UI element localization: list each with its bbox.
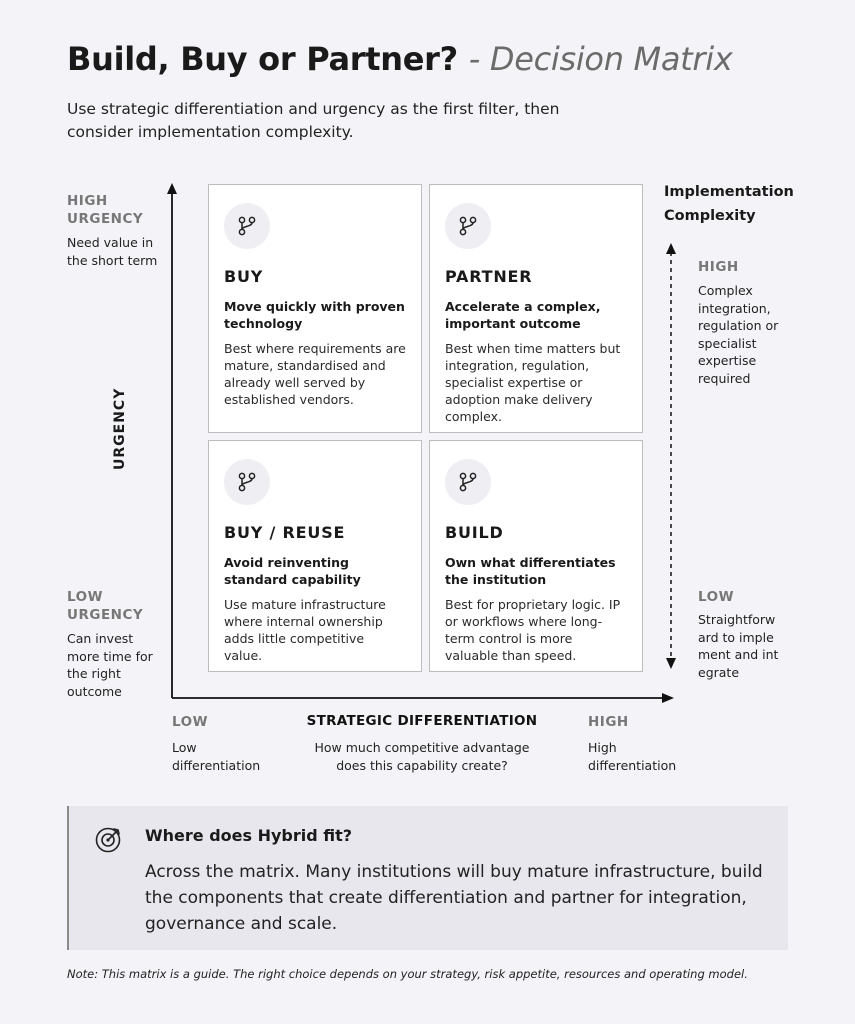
x-axis-title: STRATEGIC DIFFERENTIATION	[306, 713, 538, 729]
hybrid-title: Where does Hybrid fit?	[145, 826, 353, 845]
footnote: Note: This matrix is a guide. The right choice depends on your strategy, risk appetite, resources and operating model.	[67, 967, 748, 981]
complexity-high-desc: Complex integration, regulation or specialist expertise required	[698, 283, 779, 386]
y-axis-arrowhead	[167, 183, 177, 194]
x-axis-desc: How much competitive advantage does this capability create?	[314, 740, 530, 773]
y-high-label: HIGH URGENCY	[67, 193, 144, 227]
title-main: Build, Buy or Partner?	[67, 40, 458, 78]
branch-icon	[445, 459, 491, 505]
quadrant-build	[429, 440, 643, 672]
quadrant-title: BUY / REUSE	[224, 523, 346, 542]
quadrant-body: Best where requirements are mature, standardised and already well served by established vendors.	[224, 341, 406, 407]
quadrant-buy-reuse	[208, 440, 422, 672]
complexity-high-label: HIGH	[698, 259, 739, 275]
x-high-desc: High differentiation	[588, 740, 677, 773]
quadrant-heading: Own what differentiates the institution	[445, 555, 616, 587]
y-high-desc: Need value in the short term	[67, 235, 158, 268]
quadrant-body: Best for proprietary logic. IP or workflows where long-term control is more valuable than speed.	[445, 597, 621, 663]
complexity-axis-title: Implementation Complexity	[664, 184, 794, 224]
complexity-low-desc: Straightforw ard to implement and integrate	[698, 612, 779, 680]
branch-icon	[224, 203, 270, 249]
x-axis-arrowhead	[662, 693, 674, 703]
hybrid-callout	[67, 806, 788, 950]
quadrant-buy	[208, 184, 422, 433]
hybrid-body: Across the matrix. Many institutions will buy mature infrastructure, build the components that create differentiation and partner for integration, governance and scale.	[145, 862, 763, 934]
page-subtitle: Use strategic differentiation and urgency as the first filter, then consider implementation complexity.	[67, 100, 560, 141]
target-icon	[93, 824, 123, 854]
quadrant-body: Best when time matters but integration, regulation, specialist expertise or adoption make delivery complex.	[445, 341, 621, 424]
quadrant-heading: Accelerate a complex, important outcome	[445, 299, 601, 331]
x-high-label: HIGH	[588, 714, 629, 730]
complexity-arrow-down	[666, 658, 676, 669]
branch-icon	[445, 203, 491, 249]
quadrant-title: BUILD	[445, 523, 504, 542]
quadrant-heading: Avoid reinventing standard capability	[224, 555, 361, 587]
complexity-arrow-up	[666, 243, 676, 254]
quadrant-title: PARTNER	[445, 267, 533, 286]
y-axis-title: URGENCY	[112, 387, 128, 470]
x-low-desc: Low differentiation	[172, 740, 261, 773]
quadrant-heading: Move quickly with proven technology	[224, 299, 405, 331]
title-sub: - Decision Matrix	[468, 40, 733, 78]
y-low-label: LOW URGENCY	[67, 589, 144, 623]
quadrant-title: BUY	[224, 267, 264, 286]
quadrant-body: Use mature infrastructure where internal ownership adds little competitive value.	[224, 597, 386, 663]
y-low-desc: Can invest more time for the right outcome	[67, 631, 153, 699]
complexity-low-label: LOW	[698, 589, 734, 605]
x-low-label: LOW	[172, 714, 208, 730]
branch-icon	[224, 459, 270, 505]
quadrant-partner	[429, 184, 643, 433]
